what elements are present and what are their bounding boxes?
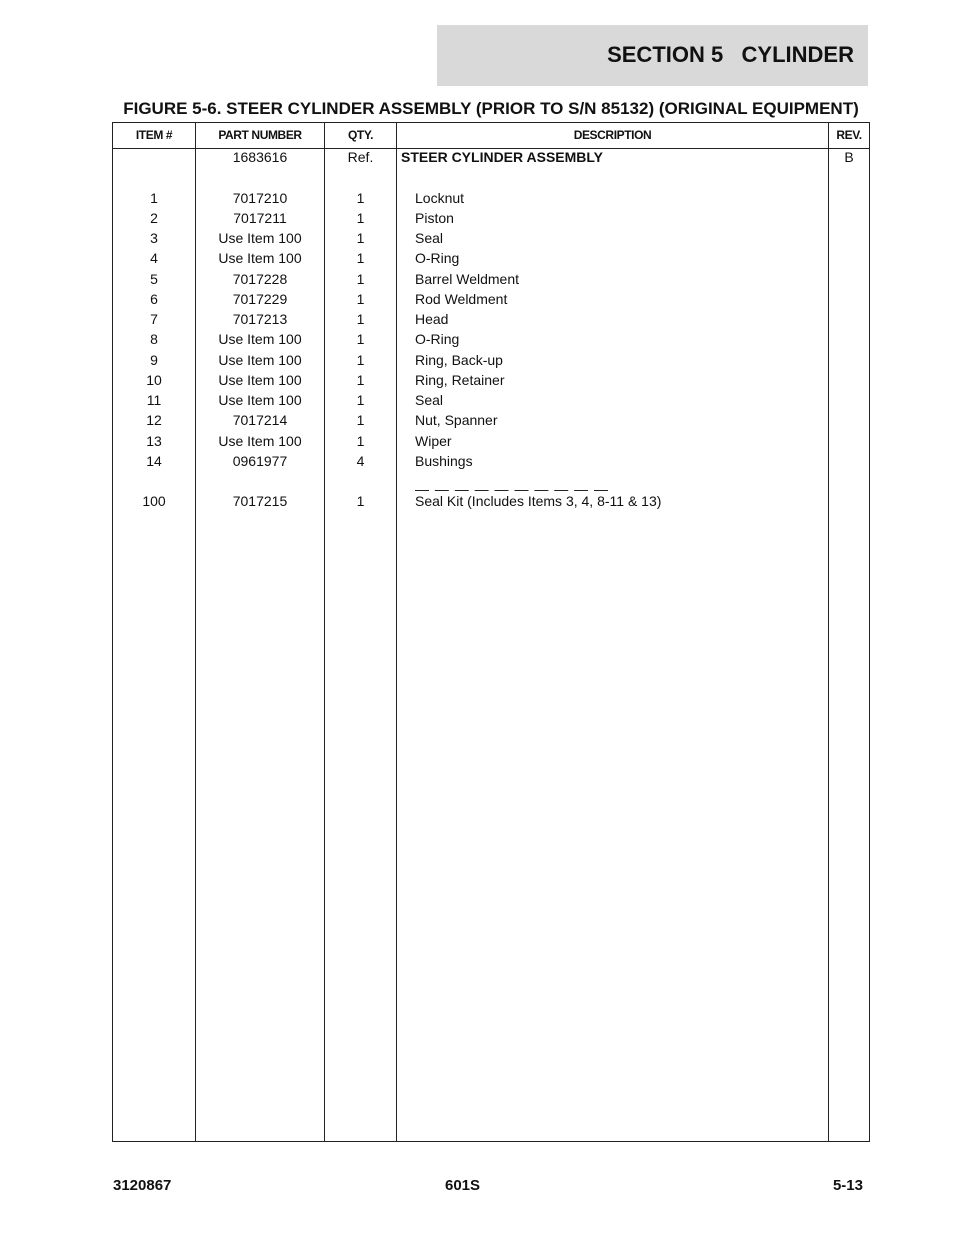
quantity: 1 xyxy=(356,331,365,347)
item-number: 13 xyxy=(146,433,162,449)
table-row xyxy=(113,228,869,248)
header-qty: QTY. xyxy=(347,128,374,142)
header-rev: REV. xyxy=(836,128,862,142)
figure-title: FIGURE 5-6. STEER CYLINDER ASSEMBLY (PRIOR TO S/N 85132) (ORIGINAL EQUIPMENT) xyxy=(123,99,859,118)
header-part-number: PART NUMBER xyxy=(218,128,302,142)
dashed-separator: — — — — — — — — — — xyxy=(415,481,610,497)
footer-page-number: 5-13 xyxy=(832,1177,863,1194)
item-number: 6 xyxy=(150,291,158,307)
item-number: 10 xyxy=(146,372,162,388)
table-row xyxy=(113,188,869,208)
part-number: Use Item 100 xyxy=(218,250,302,266)
quantity: 1 xyxy=(356,291,365,307)
quantity: 1 xyxy=(356,352,365,368)
quantity: 1 xyxy=(356,412,365,428)
quantity: Ref. xyxy=(347,149,374,165)
kit-row xyxy=(113,491,869,511)
description: O-Ring xyxy=(415,331,460,347)
quantity: 1 xyxy=(356,493,365,509)
item-number: 100 xyxy=(142,493,166,509)
part-number: 7017211 xyxy=(233,210,287,226)
section-banner xyxy=(437,25,868,86)
table-row xyxy=(113,248,869,268)
item-number: 9 xyxy=(150,352,158,368)
description: Head xyxy=(415,311,449,327)
description: Piston xyxy=(415,210,454,226)
table-row xyxy=(113,329,869,349)
quantity: 1 xyxy=(356,372,365,388)
section-title: SECTION 5 CYLINDER xyxy=(607,42,854,67)
part-number: 0961977 xyxy=(232,453,288,469)
description: Ring, Back-up xyxy=(415,352,503,368)
table-row xyxy=(113,350,869,370)
quantity: 1 xyxy=(356,392,365,408)
header-description: DESCRIPTION xyxy=(573,128,652,142)
footer-model: 601S xyxy=(445,1177,481,1194)
description: Bushings xyxy=(415,453,473,469)
part-number: Use Item 100 xyxy=(218,392,302,408)
item-number: 8 xyxy=(150,331,158,347)
item-number: 14 xyxy=(146,453,162,469)
part-number: 7017228 xyxy=(232,271,288,287)
part-number: Use Item 100 xyxy=(218,352,302,368)
assembly-row xyxy=(113,147,869,167)
part-number: 1683616 xyxy=(232,149,288,165)
part-number: 7017215 xyxy=(232,493,288,509)
description: STEER CYLINDER ASSEMBLY xyxy=(401,149,603,165)
item-number: 2 xyxy=(150,210,158,226)
table-row xyxy=(113,410,869,430)
description: O-Ring xyxy=(415,250,460,266)
quantity: 1 xyxy=(356,210,365,226)
description: Nut, Spanner xyxy=(415,412,498,428)
part-number: Use Item 100 xyxy=(218,433,302,449)
parts-table xyxy=(112,122,870,1142)
quantity: 4 xyxy=(356,453,365,469)
table-row xyxy=(113,309,869,329)
table-row xyxy=(113,431,869,451)
table-row xyxy=(113,208,869,228)
item-number: 5 xyxy=(150,271,158,287)
header-item: ITEM # xyxy=(135,128,173,142)
item-number: 4 xyxy=(150,250,158,266)
description: Wiper xyxy=(415,433,452,449)
table-row xyxy=(113,269,869,289)
footer-doc-number: 3120867 xyxy=(113,1177,172,1194)
description: Rod Weldment xyxy=(415,291,508,307)
item-number: 12 xyxy=(146,412,162,428)
description: Seal xyxy=(415,230,444,246)
item-number: 1 xyxy=(150,190,158,206)
description: Seal Kit (Includes Items 3, 4, 8-11 & 13) xyxy=(415,493,662,509)
revision: B xyxy=(844,149,854,165)
quantity: 1 xyxy=(356,311,365,327)
quantity: 1 xyxy=(356,250,365,266)
part-number: 7017213 xyxy=(232,311,288,327)
part-number: Use Item 100 xyxy=(218,331,302,347)
quantity: 1 xyxy=(356,190,365,206)
part-number: 7017210 xyxy=(232,190,288,206)
quantity: 1 xyxy=(356,230,365,246)
quantity: 1 xyxy=(356,271,365,287)
description: Locknut xyxy=(415,190,465,206)
table-row xyxy=(113,451,869,471)
quantity: 1 xyxy=(356,433,365,449)
part-number: 7017229 xyxy=(232,291,288,307)
description: Seal xyxy=(415,392,444,408)
part-number: 7017214 xyxy=(232,412,288,428)
item-number: 11 xyxy=(146,392,162,408)
item-number: 7 xyxy=(150,311,158,327)
table-row xyxy=(113,289,869,309)
table-row xyxy=(113,390,869,410)
table-row xyxy=(113,370,869,390)
item-number: 3 xyxy=(150,230,158,246)
part-number: Use Item 100 xyxy=(218,230,302,246)
description: Barrel Weldment xyxy=(415,271,520,287)
part-number: Use Item 100 xyxy=(218,372,302,388)
description: Ring, Retainer xyxy=(415,372,505,388)
